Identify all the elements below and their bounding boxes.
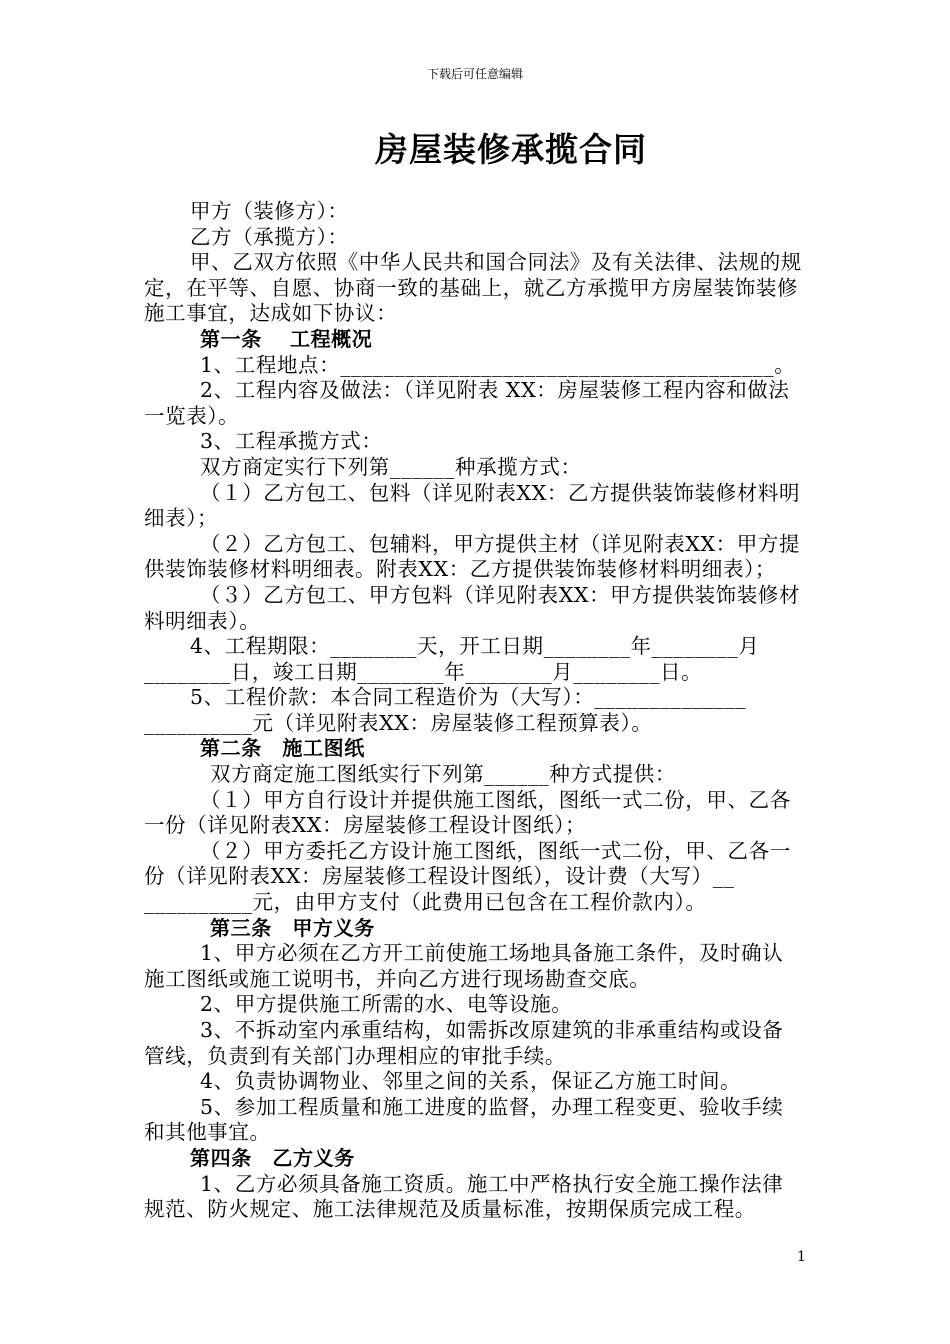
party-a-line: 甲方（装修方）： [190, 199, 349, 223]
article-3-heading: 第三条 甲方义务 [210, 915, 375, 940]
article-1-item-3: 3、工程承揽方式： [200, 429, 383, 454]
document-title: 房屋装修承揽合同 [375, 130, 647, 169]
preamble-paragraph: 甲、乙双方依照《中华人民共和国合同法》及有关法律、法规的规定，在平等、自愿、协商一致的基础上，就乙方承揽甲方房屋装饰装修施工事宜，达成如下协议： [144, 250, 802, 326]
article-3-item-3: 3、不拆动室内承重结构，如需拆改原建筑的非承重结构或设备管线，负责到有关部门办理相应的审批手续。 [144, 1018, 784, 1068]
article-3-item-5: 5、参加工程质量和施工进度的监督，办理工程变更、验收手续和其他事宜。 [144, 1094, 784, 1145]
article-2-intro: 双方商定施工图纸实行下列第______种方式提供： [210, 762, 676, 787]
article-3-item-2: 2、甲方提供施工所需的水、电等设施。 [200, 992, 573, 1017]
article-1-item-5: 5、工程价款：本合同工程造价为（大写）：______________ __________元（详见附表XX：房屋装修工程预算表）。 [144, 685, 747, 735]
article-1-option-3: （３）乙方包工、甲方包料（详见附表XX：甲方提供装饰装修材料明细表）。 [144, 582, 801, 633]
contract-body [144, 199, 804, 1223]
article-4-item-1: 1、乙方必须具备施工资质。施工中严格执行安全施工操作法律规范、防火规定、施工法律规范及质量标准，按期保质完成工程。 [144, 1171, 784, 1222]
article-2-option-1: （１）甲方自行设计并提供施工图纸，图纸一式二份，甲、乙各一份（详见附表XX：房屋装修工程设计图纸）； [144, 787, 791, 838]
article-1-option-1: （１）乙方包工、包料（详见附表XX：乙方提供装饰装修材料明细表）； [144, 480, 801, 531]
page-number: 1 [797, 1249, 806, 1265]
article-1-item-1: 1、工程地点：________________________________________。 [200, 352, 796, 377]
header-note: 下载后可任意编辑 [426, 67, 523, 81]
article-1-item-3-intro: 双方商定实行下列第______种承揽方式： [200, 454, 582, 479]
article-1-heading: 第一条 工程概况 [200, 326, 373, 351]
article-2-heading: 第二条 施工图纸 [200, 736, 365, 761]
article-4-heading: 第四条 乙方义务 [190, 1145, 355, 1170]
article-3-item-4: 4、负责协调物业、邻里之间的关系，保证乙方施工时间。 [200, 1069, 742, 1094]
article-1-item-2: 2、工程内容及做法：（详见附表 XX：房屋装修工程内容和做法一览表）。 [144, 378, 790, 428]
party-b-line: 乙方（承揽方）： [190, 224, 349, 249]
article-1-option-2: （２）乙方包工、包辅料，甲方提供主材（详见附表XX：甲方提供装饰装修材料明细表。附表XX：乙方提供装饰装修材料明细表）； [144, 531, 801, 582]
article-2-option-2: （２）甲方委托乙方设计施工图纸，图纸一式二份，甲、乙各一份（详见附表XX：房屋装修工程设计图纸），设计费（大写）__ __________元，由甲方支付（此费用已包含在工程价款内）。 [144, 838, 791, 915]
article-3-item-1: 1、甲方必须在乙方开工前使施工场地具备施工条件，及时确认施工图纸或施工说明书，并向乙方进行现场勘查交底。 [144, 941, 784, 991]
article-1-item-4: 4、工程期限：________天，开工日期________年________月________日，竣工日期________年________月________日。 [144, 634, 760, 684]
